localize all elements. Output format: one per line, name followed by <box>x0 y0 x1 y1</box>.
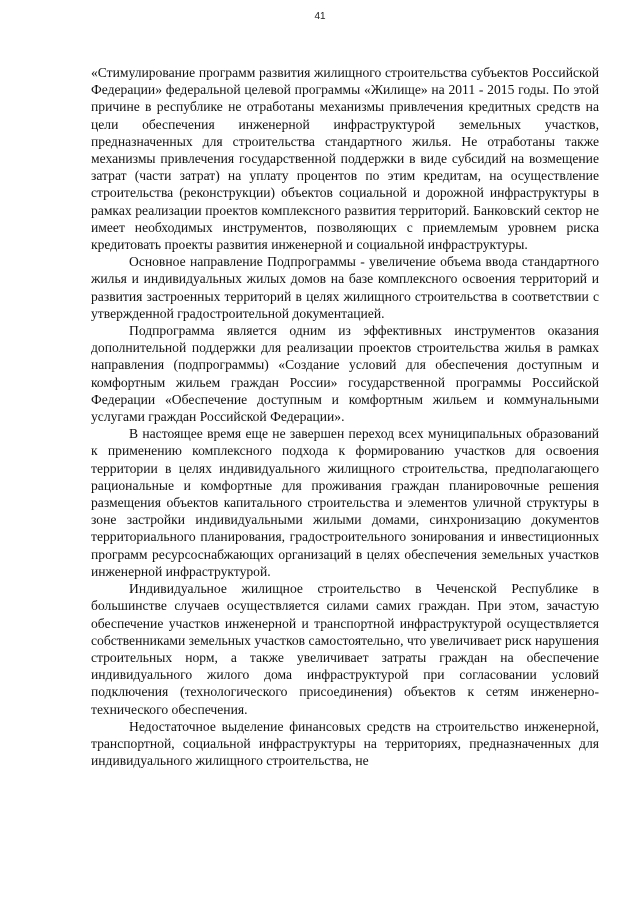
document-body <box>91 64 599 769</box>
paragraph-continued: «Стимулирование программ развития жилищного строительства субъектов Российской Федерации» федеральной целевой программы «Жилище» на 2011 - 2015 годы. По этой причине в республике не отработаны механизмы привлечения кредитных средств на цели обеспечения инженерной инфраструктурой земельных участков, предназначенных для строительства стандартного жилья. Не отработаны также механизмы привлечения государственной поддержки в виде субсидий на возмещение затрат (части затрат) на уплату процентов по этим кредитам, на осуществление строительства (реконструкции) объектов социальной и дорожной инфраструктуры в рамках реализации проектов комплексного развития территорий. Банковский сектор не имеет необходимых инструментов, позволяющих с приемлемым уровнем риска кредитовать проекты развития инженерной и социальной инфраструктуры. <box>91 65 599 253</box>
paragraph-support-instrument: Подпрограмма является одним из эффективных инструментов оказания дополнительной поддержки для реализации проектов строительства жилья в рамках направления (подпрограммы) «Создание условий для обеспечения доступным и комфортным жильем граждан России» государственной программы Российской Федерации «Обеспечение доступным и комфортным жильем и коммунальными услугами граждан Российской Федерации». <box>91 323 599 425</box>
paragraph-insufficient-funding: Недостаточное выделение финансовых средств на строительство инженерной, транспортной, социальной инфраструктуры на территориях, предназначенных для индивидуального жилищного строительства, не <box>91 718 599 769</box>
paragraph-municipal-transition: В настоящее время еще не завершен переход всех муниципальных образований к применению комплексного подхода к формированию участков для освоения территории в целях индивидуального жилищного строительства, предполагающего рациональные и комфортные для проживания граждан планировочные решения размещения объектов капитального строительства и элементов уличной структуры в зоне застройки индивидуальными жилыми домами, синхронизацию документов территориального планирования, градостроительного зонирования и инвестиционных программ ресурсоснабжающих организаций в целях обеспечения земельных участков инженерной инфраструктурой. <box>91 426 599 579</box>
paragraph-individual-housing: Индивидуальное жилищное строительство в Чеченской Республике в большинстве случаев осуществляется силами самих граждан. При этом, зачастую обеспечение участков инженерной и транспортной инфраструктурой осуществляется собственниками земельных участков самостоятельно, что увеличивает риск нарушения строительных норм, а также увеличивает затраты граждан на обеспечение индивидуального жилого дома инфраструктурой при согласовании условий подключения (технологического присоединения) объектов к сетям инженерно-технического обеспечения. <box>91 581 599 717</box>
page-number: 41 <box>314 11 326 22</box>
paragraph-main-direction: Основное направление Подпрограммы - увеличение объема ввода стандартного жилья и индивидуальных жилых домов на базе комплексного освоения территорий и развития застроенных территорий в целях жилищного строительства в соответствии с утвержденной градостроительной документацией. <box>91 254 599 321</box>
